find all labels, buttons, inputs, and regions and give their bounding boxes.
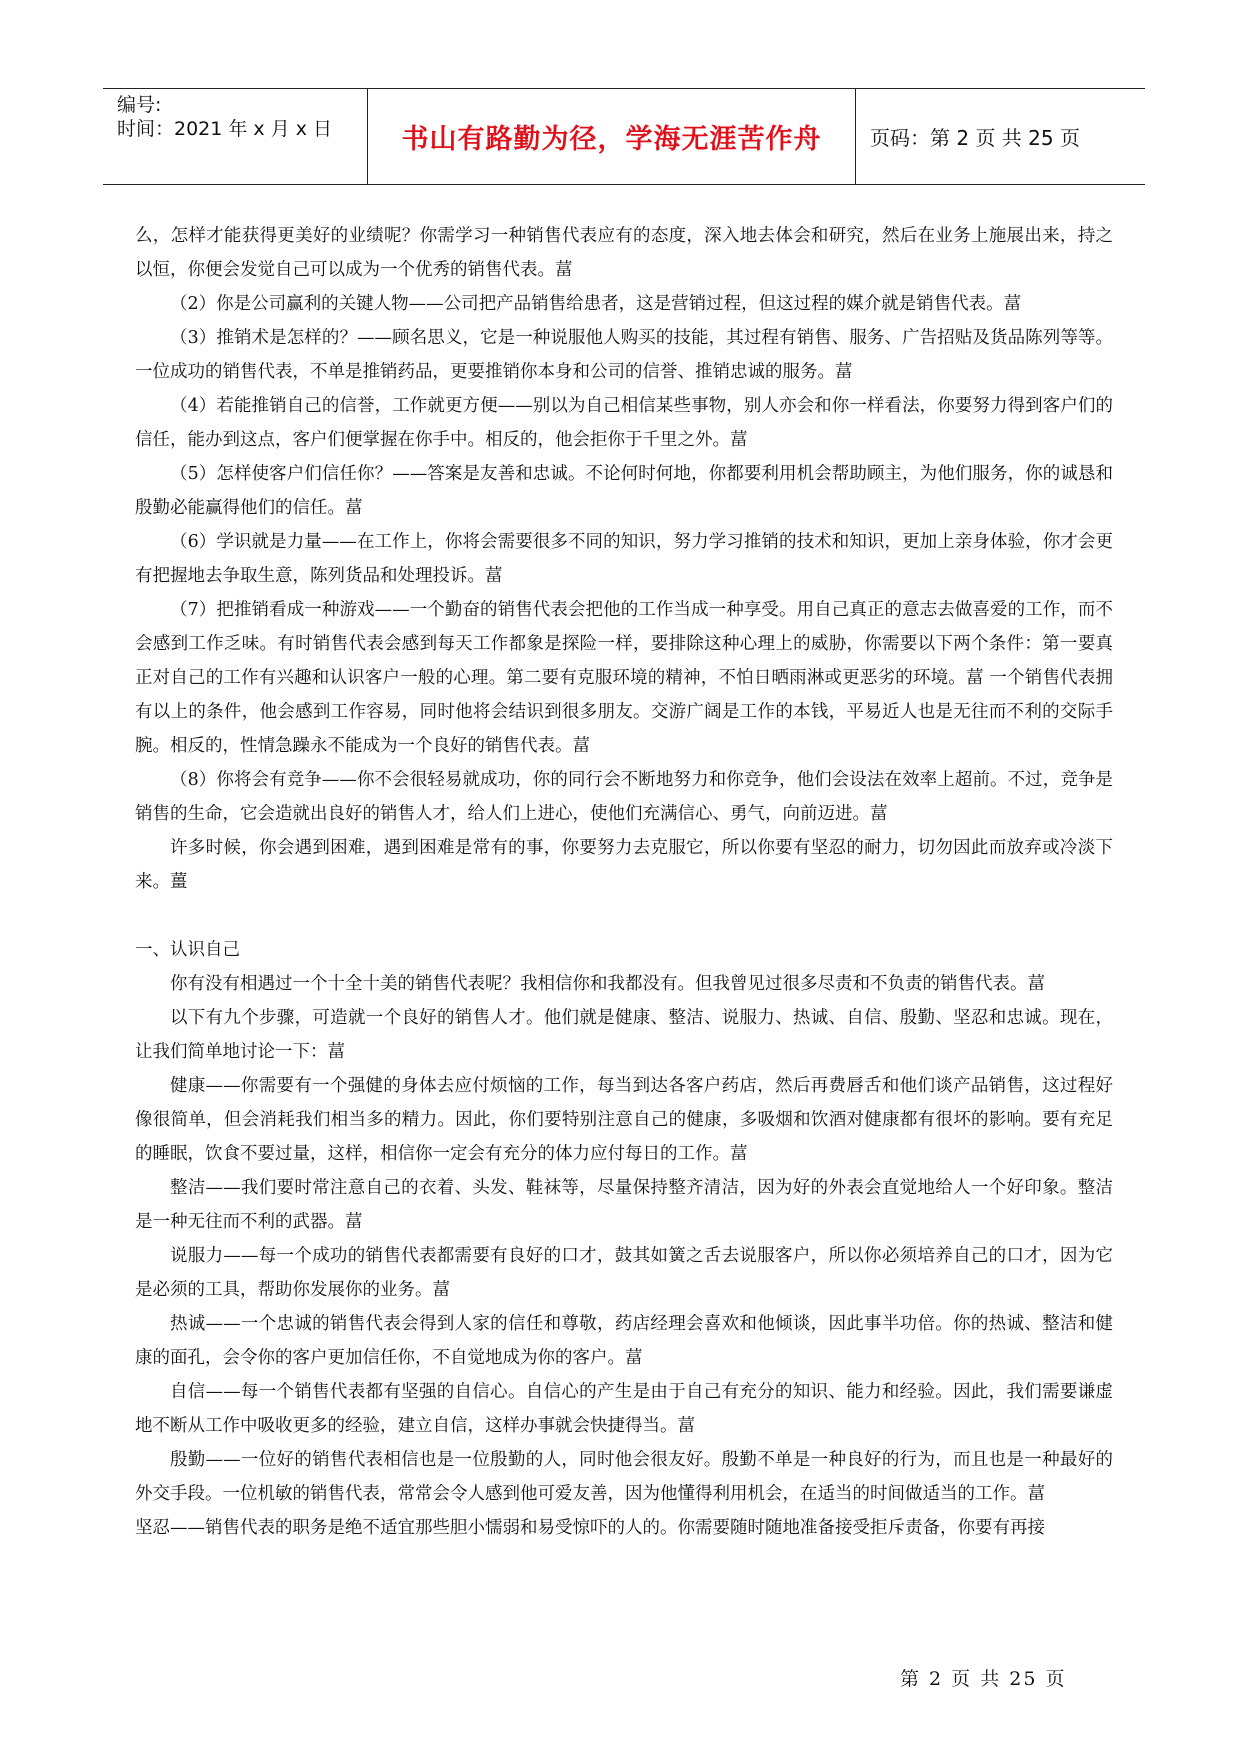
paragraph: 健康——你需要有一个强健的身体去应付烦恼的工作，每当到达各客户药店，然后再费唇舌和他们谈产品销售，这过程好像很简单，但会消耗我们相当多的精力。因此，你们要特别注意自己的健康，多吸烟和饮酒对健康都有很坏的影响。要有充足的睡眠，饮食不要过量，这样，相信你一定会有充分的体力应付每日的工作。葍 — [135, 1076, 1113, 1164]
paragraph: 热诚——一个忠诚的销售代表会得到人家的信任和尊敬，药店经理会喜欢和他倾谈，因此事半功倍。你的热诚、整洁和健康的面孔，会令你的客户更加信任你，不自觉地成为你的客户。葍 — [135, 1314, 1113, 1368]
header-meta — [103, 89, 368, 184]
paragraph: （6）学识就是力量——在工作上，你将会需要很多不同的知识，努力学习推销的技术和知识，更加上亲身体验，你才会更有把握地去争取生意，陈列货品和处理投诉。葍 — [135, 532, 1113, 586]
paragraph: （3）推销术是怎样的？——顾名思义，它是一种说服他人购买的技能，其过程有销售、服务、广告招贴及货品陈列等等。一位成功的销售代表，不单是推销药品，更要推销你本身和公司的信誉、推销忠诚的服务。葍 — [135, 328, 1113, 382]
paragraph: 自信——每一个销售代表都有坚强的自信心。自信心的产生是由于自己有充分的知识、能力和经验。因此，我们需要谦虚地不断从工作中吸收更多的经验，建立自信，这样办事就会快捷得当。葍 — [135, 1382, 1113, 1436]
paragraph: （8）你将会有竞争——你不会很轻易就成功，你的同行会不断地努力和你竞争，他们会设法在效率上超前。不过，竞争是销售的生命，它会造就出良好的销售人才，给人们上进心，使他们充满信心、勇气，向前迈进。葍 — [135, 770, 1113, 824]
paragraph: 你有没有相遇过一个十全十美的销售代表呢？我相信你和我都没有。但我曾见过很多尽责和不负责的销售代表。葍 — [170, 974, 1045, 994]
document-time-label: 时间：2021 年 x 月 x 日 — [117, 118, 333, 140]
header-motto: 书山有路勤为径，学海无涯苦作舟 — [368, 89, 856, 184]
header-page-number: 页码：第 2 页 共 25 页 — [870, 126, 1080, 150]
document-body — [135, 219, 1113, 1545]
page-header — [103, 88, 1145, 185]
paragraph: 殷勤——一位好的销售代表相信也是一位殷勤的人，同时他会很友好。殷勤不单是一种良好的行为，而且也是一种最好的外交手段。一位机敏的销售代表，常常会令人感到他可爱友善，因为他懂得利用机会，在适当的时间做适当的工作。葍 — [135, 1450, 1113, 1504]
paragraph: （7）把推销看成一种游戏——一个勤奋的销售代表会把他的工作当成一种享受。用自己真正的意志去做喜爱的工作，而不会感到工作乏味。有时销售代表会感到每天工作都象是探险一样，要排除这种心理上的威胁，你需要以下两个条件：第一要真正对自己的工作有兴趣和认识客户一般的心理。第二要有克服环境的精神，不怕日晒雨淋或更恶劣的环境。葍 一个销售代表拥有以上的条件，他会感到工作容易，同时他将会结识到很多朋友。交游广阔是工作的本钱，平易近人也是无往而不利的交际手腕。相反的，性情急躁永不能成为一个良好的销售代表。葍 — [135, 600, 1113, 756]
paragraph: 以下有九个步骤，可造就一个良好的销售人才。他们就是健康、整洁、说服力、热诚、自信、殷勤、坚忍和忠诚。现在，让我们简单地讨论一下：葍 — [135, 1008, 1113, 1062]
paragraph: 坚忍——销售代表的职务是绝不适宜那些胆小懦弱和易受惊吓的人的。你需要随时随地准备接受拒斥责备，你要有再接 — [135, 1518, 1045, 1538]
paragraph: 说服力——每一个成功的销售代表都需要有良好的口才，鼓其如簧之舌去说服客户，所以你必须培养自己的口才，因为它是必须的工具，帮助你发展你的业务。葍 — [135, 1246, 1113, 1300]
paragraph: 么，怎样才能获得更美好的业绩呢？你需学习一种销售代表应有的态度，深入地去体会和研究，然后在业务上施展出来，持之以恒，你便会发觉自己可以成为一个优秀的销售代表。葍 — [135, 226, 1113, 280]
paragraph: 许多时候，你会遇到困难，遇到困难是常有的事，你要努力去克服它，所以你要有坚忍的耐力，切勿因此而放弃或冷淡下来。薑 — [135, 838, 1113, 892]
paragraph: （4）若能推销自己的信誉，工作就更方便——别以为自己相信某些事物，别人亦会和你一样看法，你要努力得到客户们的信任，能办到这点，客户们便掌握在你手中。相反的，他会拒你于千里之外。葍 — [135, 396, 1113, 450]
section-heading: 一、认识自己 — [135, 940, 240, 960]
paragraph: 整洁——我们要时常注意自己的衣着、头发、鞋袜等，尽量保持整齐清洁，因为好的外表会直觉地给人一个好印象。整洁是一种无往而不利的武器。葍 — [135, 1178, 1113, 1232]
paragraph: （5）怎样使客户们信任你？——答案是友善和忠诚。不论何时何地，你都要利用机会帮助顾主，为他们服务，你的诚恳和殷勤必能赢得他们的信任。葍 — [135, 464, 1113, 518]
page-footer: 第 2 页 共 25 页 — [900, 1668, 1067, 1690]
paragraph: （2）你是公司赢利的关键人物——公司把产品销售给患者，这是营销过程，但这过程的媒介就是销售代表。葍 — [170, 294, 1022, 314]
document-number-label: 编号: — [117, 94, 162, 116]
